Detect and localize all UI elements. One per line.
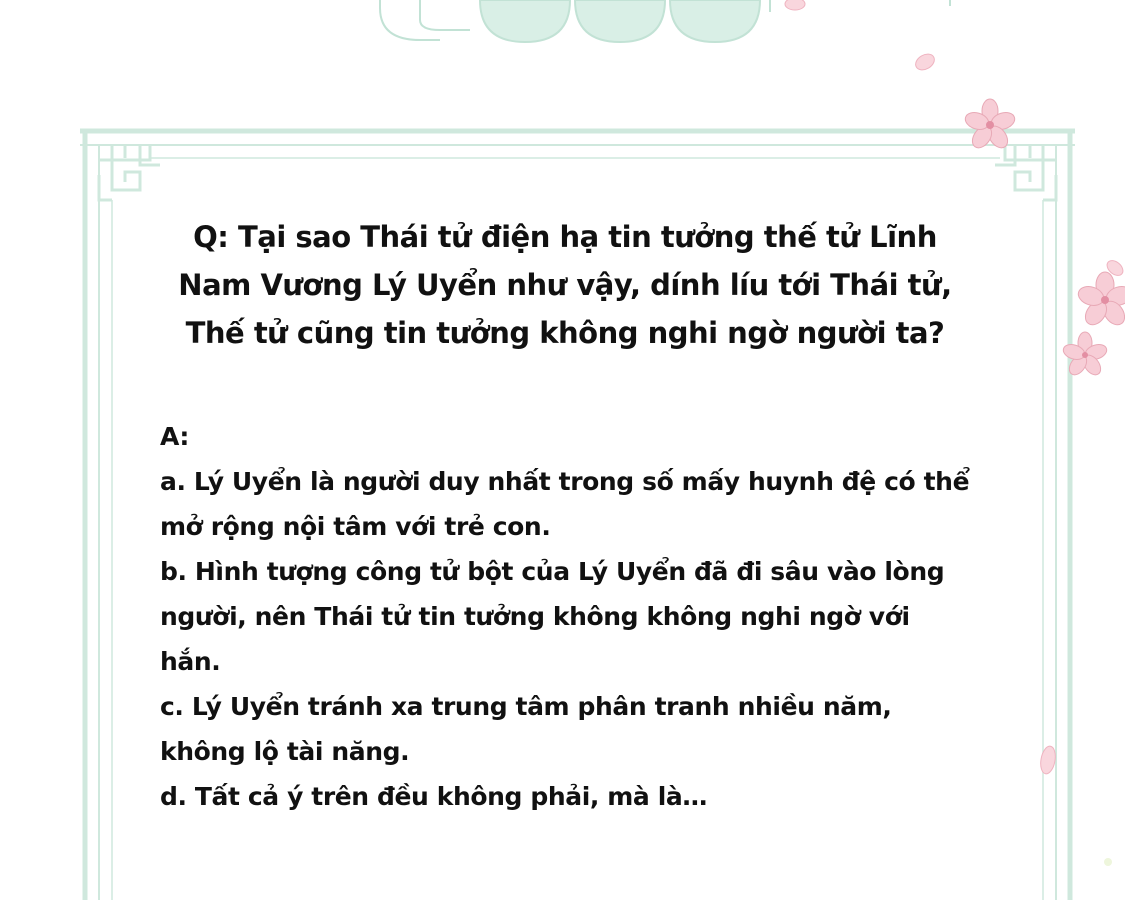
answer-line: d. Tất cả ý trên đều không phải, mà là…: [160, 782, 707, 811]
cherry-blossom-icon: [963, 99, 1017, 151]
answer-text: [160, 414, 1020, 819]
question-line: Thế tử cũng tin tưởng không nghi ngờ người ta?: [185, 316, 945, 350]
answer-line: người, nên Thái tử tin tưởng không không nghi ngờ với: [160, 602, 910, 631]
answer-label: A:: [160, 422, 190, 451]
petal-icon: [1039, 745, 1058, 775]
answer-line: c. Lý Uyển tránh xa trung tâm phân tranh nhiều năm,: [160, 692, 892, 721]
corner-fret-left: [99, 145, 160, 200]
answer-line: b. Hình tượng công tử bột của Lý Uyển đã đi sâu vào lòng: [160, 557, 945, 586]
top-ornament: [380, 0, 950, 42]
answer-line: hắn.: [160, 647, 221, 676]
question-line: Q: Tại sao Thái tử điện hạ tin tưởng thế tử Lĩnh: [193, 220, 937, 254]
petal-icon: [913, 51, 937, 73]
answer-line: a. Lý Uyển là người duy nhất trong số mấy huynh đệ có thể: [160, 467, 970, 496]
question-text: [130, 213, 1000, 357]
petal-icon: [1104, 858, 1112, 866]
question-line: Nam Vương Lý Uyển như vậy, dính líu tới Thái tử,: [178, 268, 952, 302]
answer-line: không lộ tài năng.: [160, 737, 410, 766]
petal-icon: [785, 0, 805, 10]
corner-fret-right: [995, 145, 1056, 200]
cherry-blossom-icon: [1076, 272, 1125, 329]
answer-line: mở rộng nội tâm với trẻ con.: [160, 512, 551, 541]
